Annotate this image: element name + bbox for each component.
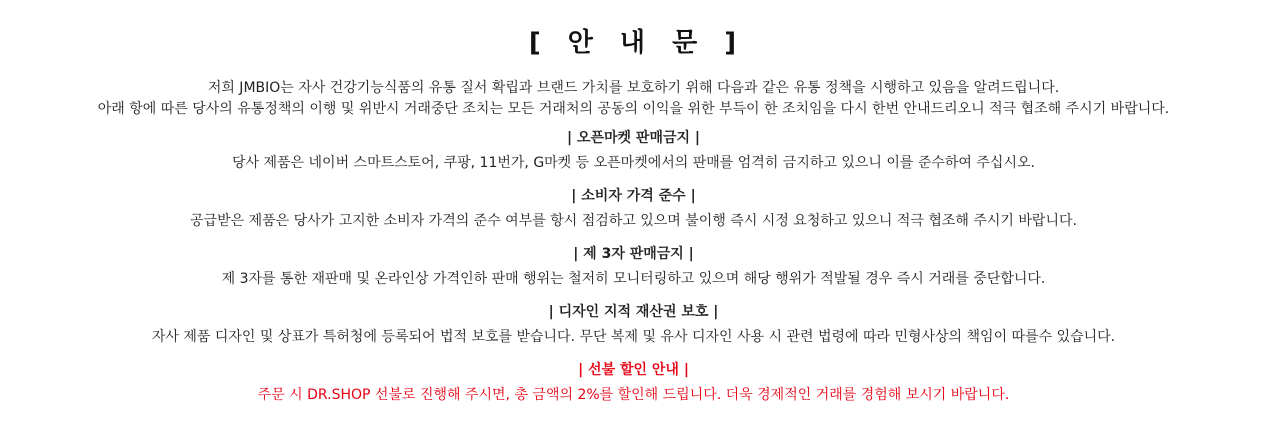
section-heading: | 디자인 지적 재산권 보호 |	[548, 304, 719, 320]
section-heading: | 선불 할인 안내 |	[578, 362, 689, 378]
section-heading: | 제 3자 판매금지 |	[573, 246, 694, 262]
section-heading: | 소비자 가격 준수 |	[571, 188, 696, 204]
section-open-market-ban	[0, 128, 1267, 174]
intro-line: 저희 JMBIO는 자사 건강기능식품의 유통 질서 확립과 브랜드 가치를 보호하기 위해 다음과 같은 유통 정책을 시행하고 있음을 알려드립니다.	[207, 80, 1060, 96]
section-body: 자사 제품 디자인 및 상표가 특허청에 등록되어 법적 보호를 받습니다. 무단 복제 및 유사 디자인 사용 시 관련 법령에 따라 민형사상의 책임이 따를수 있습니다.	[151, 329, 1116, 345]
section-design-ip	[0, 302, 1267, 348]
intro-text	[0, 78, 1267, 120]
section-body: 제 3자를 통한 재판매 및 온라인상 가격인하 판매 행위는 철저히 모니터링하고 있으며 해당 행위가 적발될 경우 즉시 거래를 중단합니다.	[221, 271, 1046, 287]
section-heading: | 오픈마켓 판매금지 |	[566, 130, 701, 146]
section-body: 공급받은 제품은 당사가 고지한 소비자 가격의 준수 여부를 항시 점검하고 있으며 불이행 즉시 시정 요청하고 있으니 적극 협조해 주시기 바랍니다.	[190, 213, 1077, 229]
notice-title: [ 안 내 문 ]	[528, 28, 739, 58]
section-consumer-price	[0, 186, 1267, 232]
section-body: 주문 시 DR.SHOP 선불로 진행해 주시면, 총 금액의 2%를 할인해 드립니다. 더욱 경제적인 거래를 경험해 보시기 바랍니다.	[257, 387, 1010, 403]
section-prepay-discount	[0, 360, 1267, 406]
section-third-party-ban	[0, 244, 1267, 290]
section-body: 당사 제품은 네이버 스마트스토어, 쿠팡, 11번가, G마켓 등 오픈마켓에서의 판매를 엄격히 금지하고 있으니 이를 준수하여 주십시오.	[232, 155, 1035, 171]
intro-line: 아래 항에 따른 당사의 유통정책의 이행 및 위반시 거래중단 조치는 모든 거래처의 공동의 이익을 위한 부득이 한 조치임을 다시 한번 안내드리오니 적극 협조해 주시기 바랍니다.	[97, 101, 1170, 117]
